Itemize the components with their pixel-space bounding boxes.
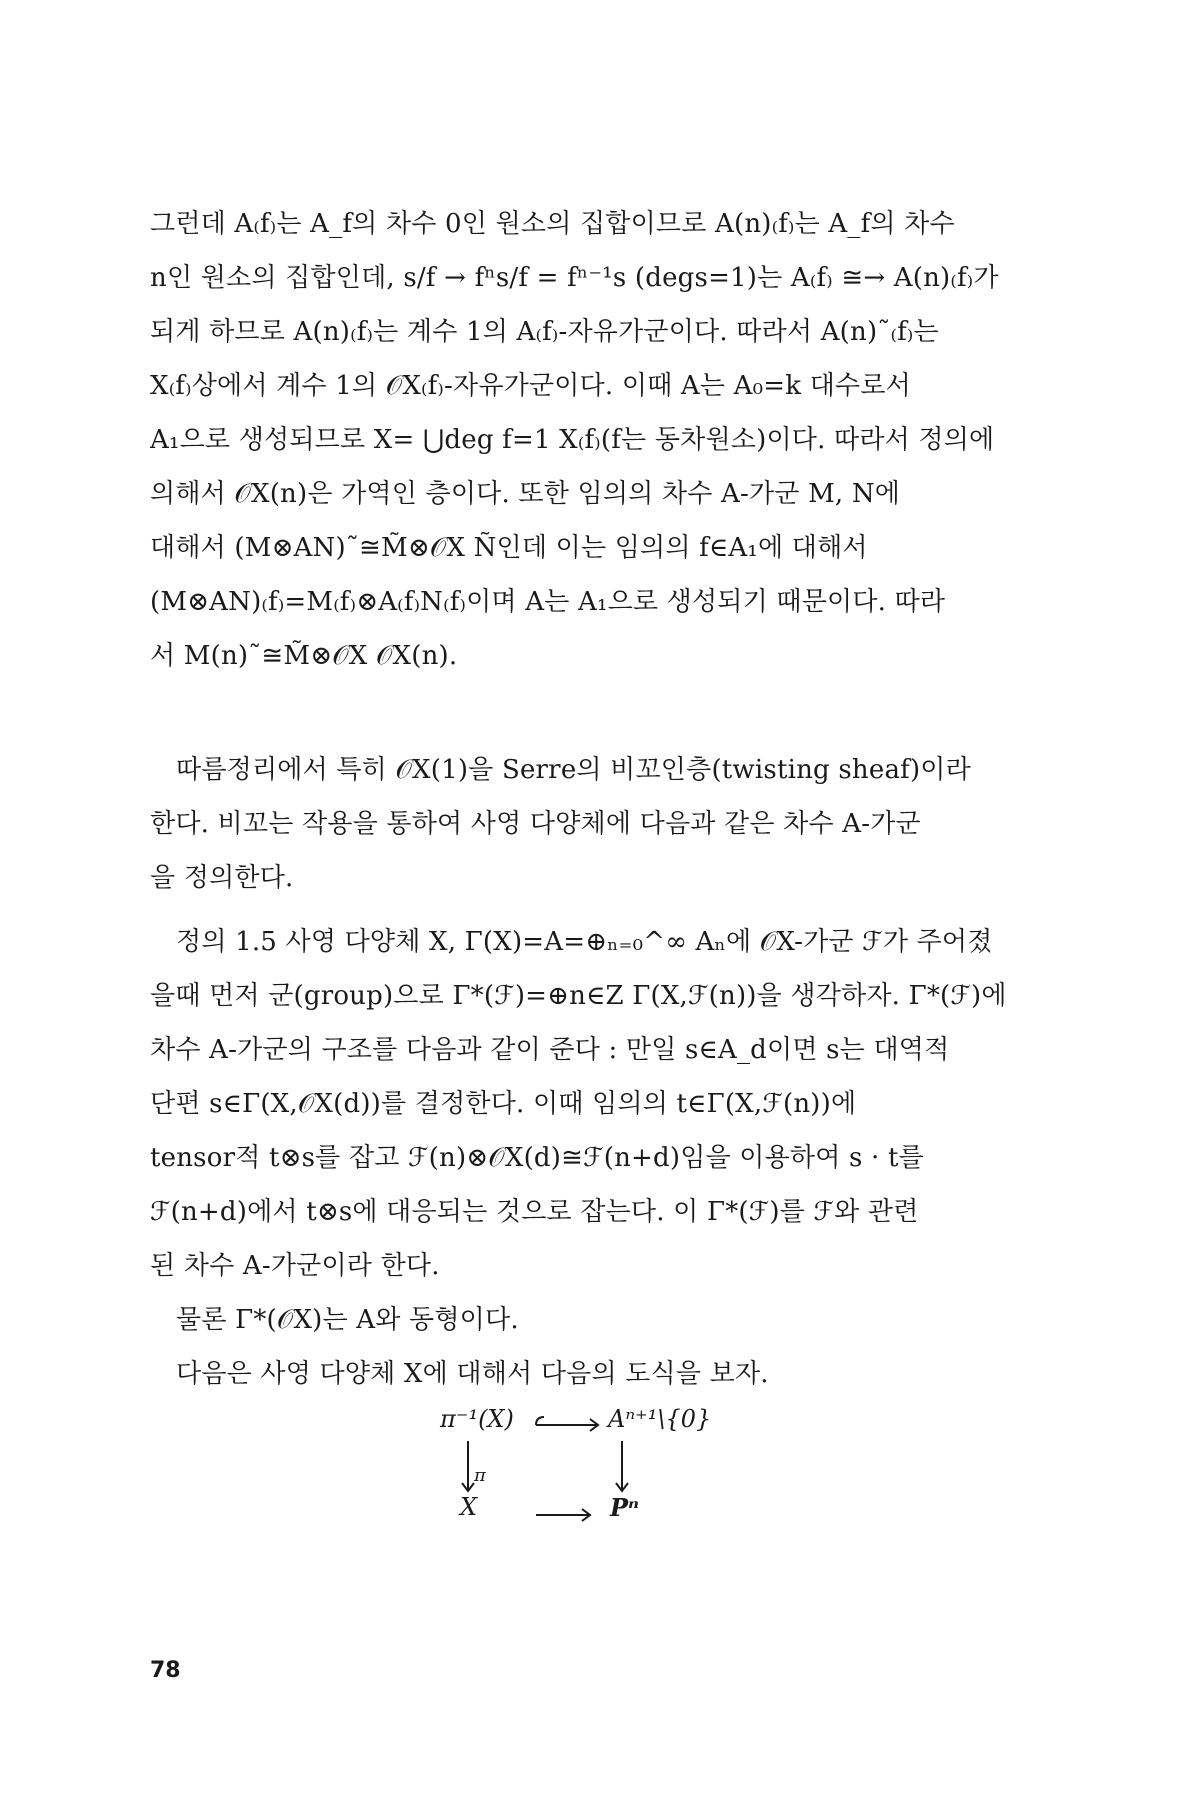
commutative-diagram [440, 1405, 770, 1525]
text-line: (M⊗AN)₍f₎=M₍f₎⊗A₍f₎N₍f₎이며 A는 A₁으로 생성되기 때문이다. 따라 [150, 587, 946, 617]
paragraph-2 [150, 743, 1050, 905]
text-line: 그런데 A₍f₎는 A_f의 차수 0인 원소의 집합이므로 A(n)₍f₎는 A_f의 차수 [150, 209, 955, 239]
text-line: X₍f₎상에서 계수 1의 𝒪X₍f₎-자유가군이다. 이때 A는 A₀=k 대수로서 [150, 371, 911, 401]
diagram-bottom-right: Pⁿ [610, 1493, 640, 1522]
text-line: tensor적 t⊗s를 잡고 ℱ(n)⊗𝒪X(d)≅ℱ(n+d)임을 이용하여 s · t를 [150, 1143, 924, 1173]
text-line: 되게 하므로 A(n)₍f₎는 계수 1의 A₍f₎-자유가군이다. 따라서 A(n)˜₍f₎는 [150, 317, 939, 347]
diagram-top-left: π⁻¹(X) [440, 1405, 514, 1433]
text-line: 의해서 𝒪X(n)은 가역인 층이다. 또한 임의의 차수 A-가군 M, N에 [150, 479, 901, 509]
text-line: 차수 A-가군의 구조를 다음과 같이 준다 : 만일 s∈A_d이면 s는 대역적 [150, 1035, 950, 1065]
text-line: 다음은 사영 다양체 X에 대해서 다음의 도식을 보자. [176, 1359, 769, 1389]
text-line: 물론 Γ*(𝒪X)는 A와 동형이다. [176, 1305, 519, 1335]
text-line: 을때 먼저 군(group)으로 Γ*(ℱ)=⊕n∈Z Γ(X,ℱ(n))을 생각하자. Γ*(ℱ)에 [150, 981, 1007, 1011]
text-line: 대해서 (M⊗AN)˜≅M̃⊗𝒪X Ñ인데 이는 임의의 f∈A₁에 대해서 [150, 533, 868, 563]
diagram-arrows [440, 1405, 770, 1525]
diagram-arrow-label: π [474, 1465, 486, 1486]
diagram-bottom-left: X [460, 1493, 478, 1521]
definition-paragraph [150, 915, 1050, 1401]
text-line: 따름정리에서 특히 𝒪X(1)을 Serre의 비꼬인층(twisting sheaf)이라 [176, 755, 971, 785]
text-line: A₁으로 생성되므로 X= ⋃deg f=1 X₍f₎(f는 동차원소)이다. 따라서 정의에 [150, 425, 995, 455]
text-line: 단편 s∈Γ(X,𝒪X(d))를 결정한다. 이때 임의의 t∈Γ(X,ℱ(n))에 [150, 1089, 857, 1119]
text-line: n인 원소의 집합인데, s/f → fⁿs/f = fⁿ⁻¹s (degs=1)는 A₍f₎ ≅→ A(n)₍f₎가 [150, 263, 999, 293]
inclusion-hook [536, 1417, 544, 1425]
text-line: ℱ(n+d)에서 t⊗s에 대응되는 것으로 잡는다. 이 Γ*(ℱ)를 ℱ와 관련 [150, 1197, 919, 1227]
definition-heading-line: 정의 1.5 사영 다양체 X, Γ(X)=A=⊕ₙ₌₀^∞ Aₙ에 𝒪X-가군 ℱ가 주어졌 [176, 927, 993, 957]
paragraph-1 [150, 197, 1050, 683]
page-number: 78 [150, 1658, 181, 1683]
text-line: 된 차수 A-가군이라 한다. [150, 1251, 440, 1281]
text-line: 을 정의한다. [150, 863, 294, 893]
text-line: 한다. 비꼬는 작용을 통하여 사영 다양체에 다음과 같은 차수 A-가군 [150, 809, 921, 839]
text-line: 서 M(n)˜≅M̃⊗𝒪X 𝒪X(n). [150, 641, 458, 671]
diagram-top-right: Aⁿ⁺¹\{0} [608, 1405, 712, 1433]
